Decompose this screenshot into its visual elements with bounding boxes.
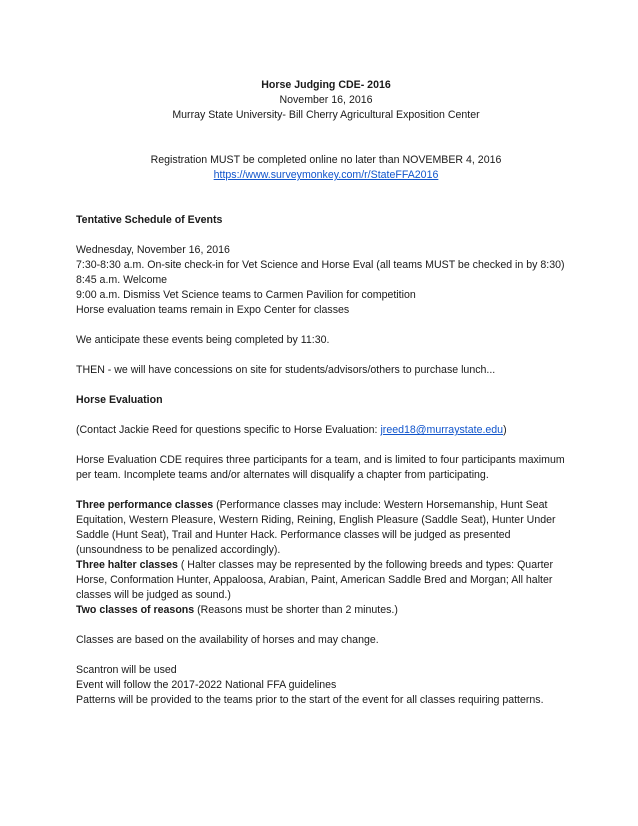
schedule-line: Wednesday, November 16, 2016 [76,244,230,256]
registration-link[interactable]: https://www.surveymonkey.com/r/StateFFA2016 [213,169,439,181]
event-date: November 16, 2016 [279,94,373,106]
contact-prefix: (Contact Jackie Reed for questions specific to Horse Evaluation: [76,424,381,436]
evaluation-heading: Horse Evaluation [76,394,163,406]
note-line: Patterns will be provided to the teams prior to the start of the event for all classes requiring patterns. [76,694,544,706]
halter-classes [76,558,576,603]
schedule-line: 8:45 a.m. Welcome [76,274,168,286]
contact-line [76,423,576,438]
note-line: Scantron will be used [76,664,177,676]
document-title: Horse Judging CDE- 2016 [261,79,391,91]
halter-label: Three halter classes [76,559,178,571]
performance-label: Three performance classes [76,499,214,511]
lunch-note: THEN - we will have concessions on site for students/advisors/others to purchase lunch... [76,364,496,376]
performance-text: (Performance classes may include: Western Horsemanship, Hunt Seat Equitation, Western Pleasure, Western Riding, Reining, English Pleasure (Saddle Seat), Hunter Under Saddle (Hunt Seat), Trail and Hunter Hack. Performance classes will be judged as presented (unsoundness to be penalized accordingly). [76,499,556,556]
contact-email-link[interactable]: jreed18@murraystate.edu [380,424,504,436]
completion-note: We anticipate these events being completed by 11:30. [76,334,330,346]
schedule-line: 7:30-8:30 a.m. On-site check-in for Vet Science and Horse Eval (all teams MUST be checked in by 8:30) [76,259,565,271]
availability-note: Classes are based on the availability of horses and may change. [76,634,379,646]
reasons-label: Two classes of reasons [76,604,195,616]
schedule-line: 9:00 a.m. Dismiss Vet Science teams to Carmen Pavilion for competition [76,289,416,301]
event-location: Murray State University- Bill Cherry Agricultural Exposition Center [172,109,480,121]
schedule-line: Horse evaluation teams remain in Expo Center for classes [76,304,350,316]
performance-classes [76,498,576,558]
contact-suffix: ) [503,424,507,436]
reasons-text: (Reasons must be shorter than 2 minutes.) [194,604,398,616]
halter-text: ( Halter classes may be represented by the following breeds and types: Quarter Horse, Conformation Hunter, Appaloosa, Arabian, Paint, American Saddle Bred and Morgan; All halter classes will be judged as sound.) [76,559,553,601]
registration-deadline: Registration MUST be completed online no later than NOVEMBER 4, 2016 [150,154,502,166]
reasons-classes [76,603,576,618]
schedule-heading: Tentative Schedule of Events [76,214,223,226]
note-line: Event will follow the 2017-2022 National FFA guidelines [76,679,337,691]
team-requirements: Horse Evaluation CDE requires three participants for a team, and is limited to four participants maximum per team. Incomplete teams and/or alternates will disqualify a chapter from participating. [76,454,565,481]
document-page [76,78,576,708]
